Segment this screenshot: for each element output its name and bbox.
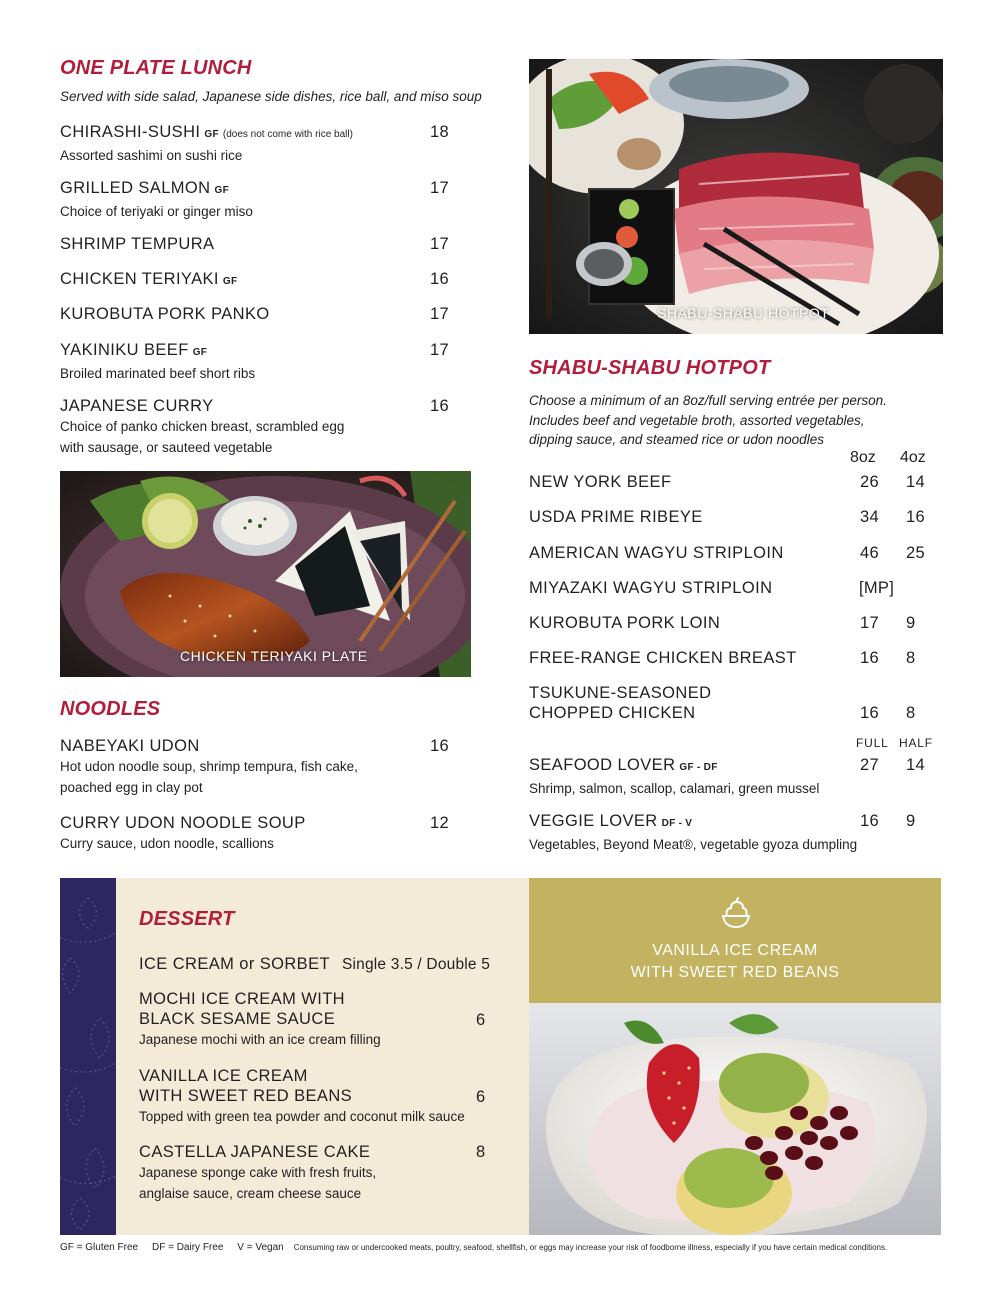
menu-item-curry-udon: CURRY UDON NOODLE SOUP Curry sauce, udon noodle, scallions	[60, 813, 306, 854]
shabu-item-prime-ribeye: USDA PRIME RIBEYE	[529, 508, 703, 526]
price-full: 17	[860, 614, 879, 632]
shabu-item-miyazaki-wagyu: MIYAZAKI WAGYU STRIPLOIN	[529, 579, 773, 597]
price-half: 9	[906, 614, 916, 632]
item-description: anglaise sauce, cream cheese sauce	[139, 1186, 362, 1201]
dessert-item-mochi: MOCHI ICE CREAM WITH BLACK SESAME SAUCE Japanese mochi with an ice cream filling	[139, 989, 381, 1050]
dessert-item-vanilla-red-beans: VANILLA ICE CREAM WITH SWEET RED BEANS Topped with green tea powder and coconut milk sauce	[139, 1066, 465, 1127]
dessert-item-castella: CASTELLA JAPANESE CAKE Japanese sponge cake with fresh fruits, anglaise sauce, cream cheese sauce	[139, 1142, 376, 1204]
food-safety-warning: Consuming raw or undercooked meats, poultry, seafood, shellfish, or eggs may increase your risk of foodborne illness, especially if you have certain medical conditions.	[293, 1243, 888, 1252]
price-half: 16	[906, 508, 925, 526]
item-price: 6	[476, 1088, 486, 1106]
price-half: 9	[906, 812, 916, 830]
menu-item-chicken-teriyaki: CHICKEN TERIYAKI GF	[60, 270, 238, 288]
column-header-full: FULL	[856, 736, 889, 750]
shabu-item-tsukune: TSUKUNE-SEASONED CHOPPED CHICKEN	[529, 684, 712, 722]
price-full: 27	[860, 756, 879, 774]
item-price: 6	[476, 1011, 486, 1029]
menu-item-nabeyaki-udon: NABEYAKI UDON Hot udon noodle soup, shrimp tempura, fish cake, poached egg in clay pot	[60, 736, 358, 798]
decorative-floral-band	[60, 878, 116, 1235]
chicken-plate-illustration	[60, 471, 471, 677]
ice-cream-bowl-icon	[719, 896, 753, 930]
shabu-intro: Choose a minimum of an 8oz/full serving entrée per person. Includes beef and vegetable broth, assorted vegetables, dipping sauce, and steamed rice or udon noodles	[529, 393, 887, 447]
shabu-item-new-york-beef: NEW YORK BEEF	[529, 473, 672, 491]
dessert-title: DESSERT	[139, 908, 235, 930]
menu-item-yakiniku-beef: YAKINIKU BEEF GF Broiled marinated beef short ribs	[60, 340, 255, 384]
column-header-half: HALF	[899, 736, 933, 750]
item-price: 16	[430, 397, 449, 415]
item-description: poached egg in clay pot	[60, 780, 203, 795]
shabu-shabu-photo	[529, 59, 943, 334]
price-half: 8	[906, 649, 916, 667]
item-price: 8	[476, 1143, 486, 1161]
column-header-4oz: 4oz	[900, 449, 926, 466]
item-description: Japanese mochi with an ice cream filling	[139, 1032, 381, 1047]
item-description: Topped with green tea powder and coconut milk sauce	[139, 1109, 465, 1124]
item-description: Hot udon noodle soup, shrimp tempura, fish cake,	[60, 759, 358, 774]
menu-item-japanese-curry: JAPANESE CURRY Choice of panko chicken breast, scrambled egg with sausage, or sauteed vegetable	[60, 396, 344, 458]
price-full: 34	[860, 508, 879, 526]
one-plate-title: ONE PLATE LUNCH	[60, 57, 252, 79]
item-price: 17	[430, 179, 449, 197]
price-half: 8	[906, 704, 916, 722]
item-price: 12	[430, 814, 449, 832]
column-header-8oz: 8oz	[850, 449, 876, 466]
vanilla-ice-cream-photo	[529, 1003, 941, 1235]
item-price: 16	[430, 270, 449, 288]
shabu-item-chicken-breast: FREE-RANGE CHICKEN BREAST	[529, 649, 797, 667]
featured-dessert-name: VANILLA ICE CREAM WITH SWEET RED BEANS	[630, 942, 840, 981]
item-price: 17	[430, 341, 449, 359]
dessert-item-ice-cream: ICE CREAM or SORBET Single 3.5 / Double 5	[139, 955, 491, 973]
item-description: Broiled marinated beef short ribs	[60, 366, 256, 381]
chicken-teriyaki-photo	[60, 471, 471, 677]
price-half: 25	[906, 544, 925, 562]
item-description: Assorted sashimi on sushi rice	[60, 148, 243, 163]
item-description: Choice of teriyaki or ginger miso	[60, 204, 253, 219]
shabu-item-kurobuta-loin: KUROBUTA PORK LOIN	[529, 614, 721, 632]
item-description: Japanese sponge cake with fresh fruits,	[139, 1165, 377, 1180]
item-price: 17	[430, 235, 449, 253]
ice-cream-illustration	[529, 1003, 941, 1235]
item-description: Vegetables, Beyond Meat®, vegetable gyoza dumpling	[529, 837, 858, 852]
photo-caption: CHICKEN TERIYAKI PLATE	[180, 648, 368, 664]
item-description: Choice of panko chicken breast, scrambled egg	[60, 419, 345, 434]
menu-item-shrimp-tempura: SHRIMP TEMPURA	[60, 235, 215, 253]
price-full: 16	[860, 704, 879, 722]
item-description: Curry sauce, udon noodle, scallions	[60, 836, 274, 851]
one-plate-subtitle: Served with side salad, Japanese side dishes, rice ball, and miso soup	[60, 89, 482, 104]
price-full: 26	[860, 473, 879, 491]
shabu-item-veggie-lover: VEGGIE LOVER DF - V Vegetables, Beyond Meat®, vegetable gyoza dumpling	[529, 811, 857, 855]
item-price: 18	[430, 123, 449, 141]
item-price: 16	[430, 737, 449, 755]
shabu-item-american-wagyu: AMERICAN WAGYU STRIPLOIN	[529, 544, 784, 562]
dessert-price-options: Single 3.5 / Double 5	[341, 956, 491, 973]
menu-item-chirashi: CHIRASHI-SUSHI GF (does not come with rice ball) Assorted sashimi on sushi rice	[60, 122, 353, 166]
photo-caption: SHABU-SHABU HOTPOT	[657, 305, 830, 321]
menu-item-kurobuta-panko: KUROBUTA PORK PANKO	[60, 305, 270, 323]
shabu-title: SHABU-SHABU HOTPOT	[529, 357, 771, 379]
item-price: 17	[430, 305, 449, 323]
price-half: 14	[906, 756, 925, 774]
price-half: 14	[906, 473, 925, 491]
shabu-item-seafood-lover: SEAFOOD LOVER GF - DF Shrimp, salmon, scallop, calamari, green mussel	[529, 755, 819, 799]
menu-item-grilled-salmon: GRILLED SALMON GF Choice of teriyaki or ginger miso	[60, 178, 253, 222]
noodles-title: NOODLES	[60, 698, 161, 720]
price-full: 16	[860, 649, 879, 667]
footer-legend: GF = Gluten Free DF = Dairy Free V = Vegan Consuming raw or undercooked meats, poultry, seafood, shellfish, or eggs may increase your risk of foodborne illness, especially if you have certain medical conditions.	[60, 1242, 888, 1253]
featured-dessert-box	[529, 878, 941, 1003]
hotpot-illustration	[529, 59, 943, 334]
item-description: Shrimp, salmon, scallop, calamari, green mussel	[529, 781, 820, 796]
price-full: 46	[860, 544, 879, 562]
price-market: [MP]	[859, 579, 895, 597]
floral-pattern-icon	[60, 878, 116, 1235]
item-description: with sausage, or sauteed vegetable	[60, 440, 273, 455]
price-full: 16	[860, 812, 879, 830]
